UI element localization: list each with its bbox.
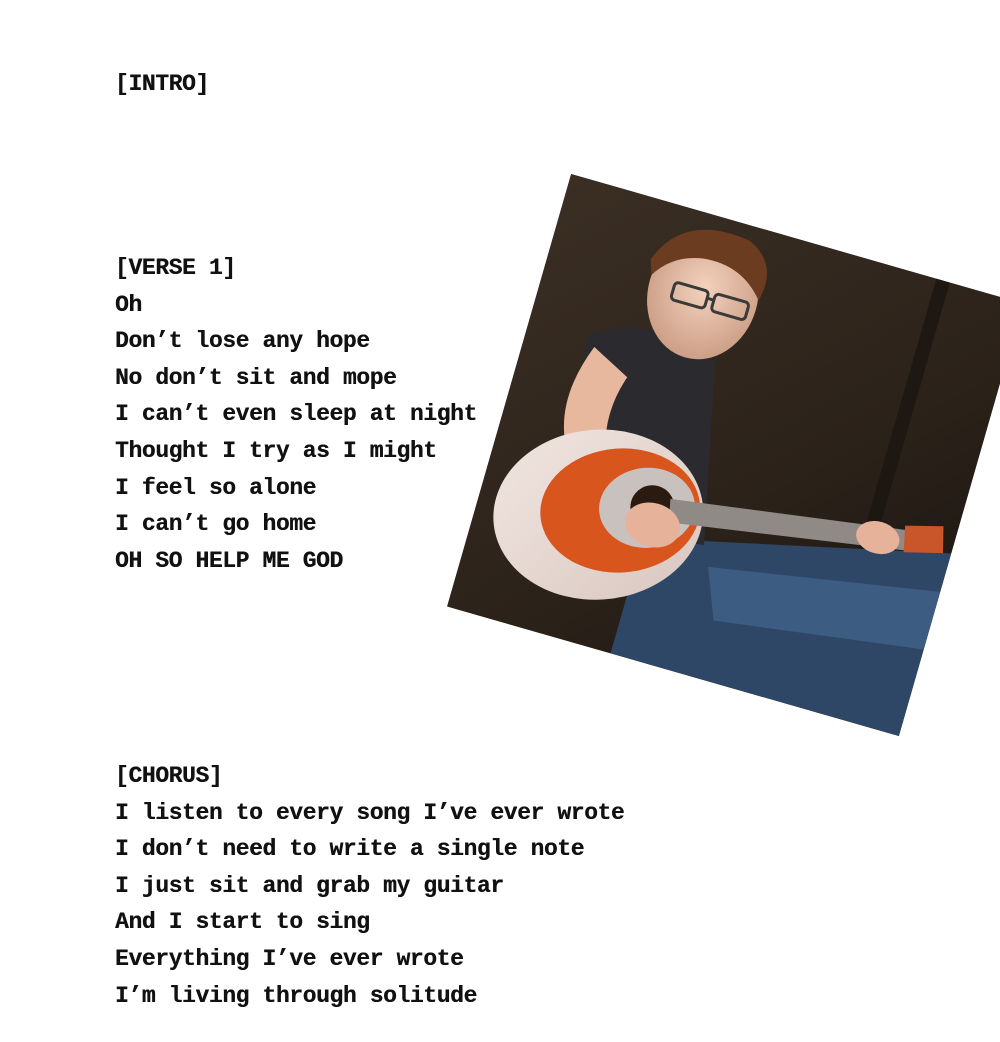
verse-1-section [115,250,477,579]
lyric-line: Oh [115,291,142,318]
lyric-line: I’m living through solitude [115,982,477,1009]
guitar-player-photo [447,174,1000,736]
lyric-line: No don’t sit and mope [115,364,397,391]
lyric-line: I feel so alone [115,474,317,501]
lyric-line: Thought I try as I might [115,437,437,464]
lyric-line: I just sit and grab my guitar [115,872,504,899]
lyric-line: I can’t go home [115,511,317,538]
verse-1-heading: [VERSE 1] [115,255,236,281]
lyric-line: Don’t lose any hope [115,328,370,355]
intro-section [115,66,209,103]
lyric-line: Everything I’ve ever wrote [115,945,464,972]
intro-heading: [INTRO] [115,71,209,97]
chorus-heading: [CHORUS] [115,763,223,789]
chorus-section [115,758,624,1014]
photo-illustration [447,174,1000,736]
lyric-line: I listen to every song I’ve ever wrote [115,799,625,826]
lyric-line: I can’t even sleep at night [115,401,477,428]
lyric-line: I don’t need to write a single note [115,836,585,863]
lyric-line: OH SO HELP ME GOD [115,547,343,574]
lyric-line: And I start to sing [115,909,370,936]
